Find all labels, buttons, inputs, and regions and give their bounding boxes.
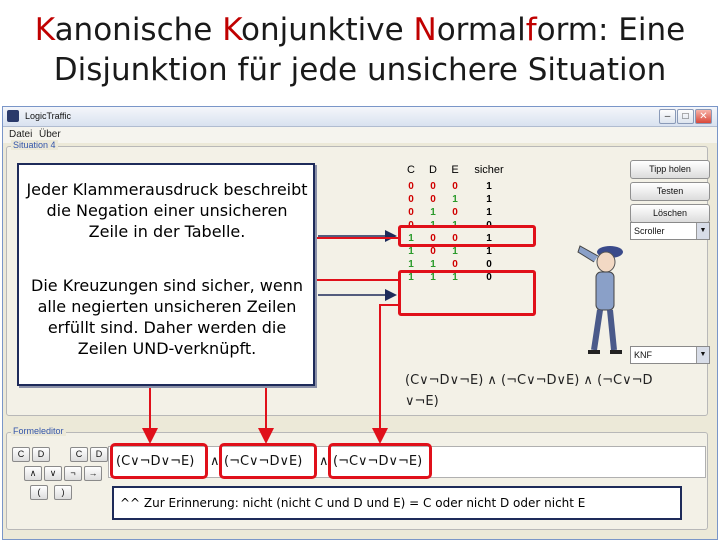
formula-clause-2: (¬C∨¬D∨E) [224, 454, 303, 469]
cell: 1 [452, 220, 458, 231]
cell: 1 [452, 194, 458, 205]
maximize-icon[interactable]: □ [677, 109, 694, 124]
unsafe-rows-highlight [398, 270, 536, 316]
cell: 1 [486, 181, 492, 192]
unsafe-row-highlight [398, 225, 536, 247]
cell: 0 [430, 194, 436, 205]
key-d-alt[interactable]: D [90, 447, 108, 462]
cell: 0 [430, 233, 436, 244]
cell: 1 [430, 259, 436, 270]
key-d[interactable]: D [32, 447, 50, 462]
cell: 0 [408, 220, 414, 231]
cell: 1 [408, 246, 414, 257]
cell: 1 [486, 207, 492, 218]
scroller-select[interactable] [630, 222, 710, 240]
cell: 1 [452, 246, 458, 257]
key-implies[interactable]: → [84, 466, 102, 481]
header-d: D [429, 164, 437, 176]
knf-value: KNF [634, 350, 652, 360]
truth-table [400, 160, 512, 284]
formula-clause-3: (¬C∨¬D∨¬E) [333, 454, 423, 469]
cell: 0 [452, 181, 458, 192]
tipp-holen-button[interactable]: Tipp holen [630, 160, 710, 179]
situation-group-label: Situation 4 [13, 140, 56, 150]
title-fragment: anonische [54, 12, 223, 48]
cell: 1 [486, 194, 492, 205]
header-e: E [451, 164, 459, 176]
knf-formula-line1: (C∨¬D∨¬E) ∧ (¬C∨¬D∨E) ∧ (¬C∨¬D [405, 373, 653, 388]
callout-text-2: Die Kreuzungen sind sicher, wenn alle negierten unsicheren Zeilen erfüllt sind. Daher werden die Zeilen UND-verknüpft. [31, 276, 303, 358]
slide-title [0, 10, 720, 90]
traffic-officer-figure [570, 226, 640, 360]
formula-clause-1: (C∨¬D∨¬E) [116, 454, 195, 469]
cell: 0 [408, 194, 414, 205]
scroller-value: Scroller [634, 226, 665, 236]
title-letter-f: f [525, 12, 537, 48]
table-row [400, 180, 512, 193]
key-c[interactable]: C [12, 447, 30, 462]
cell: 1 [452, 272, 458, 283]
title-letter-k2: K [222, 12, 241, 48]
menu-datei[interactable]: Datei [9, 129, 33, 140]
knf-formula-line2: ∨¬E) [405, 394, 439, 409]
cell: 1 [430, 272, 436, 283]
chevron-down-icon: ▼ [696, 223, 709, 239]
reminder-note: ^^ Zur Erinnerung: nicht (nicht C und D und E) = C oder nicht D oder nicht E [112, 486, 682, 520]
cell: 0 [486, 259, 492, 270]
cell: 1 [486, 233, 492, 244]
truth-table-wrap [400, 160, 512, 284]
formula-and-1: ∧ [210, 454, 220, 469]
cell: 0 [430, 181, 436, 192]
callout-text-1: Jeder Klammerausdruck beschreibt die Negation einer unsicheren Zeile in der Tabelle. [26, 180, 308, 241]
cell: 1 [486, 246, 492, 257]
formel-group-label: Formeleditor [13, 426, 64, 436]
key-open-paren[interactable]: ( [30, 485, 48, 500]
key-and[interactable]: ∧ [24, 466, 42, 481]
cell: 0 [486, 220, 492, 231]
window-title: LogicTraffic [25, 111, 72, 121]
key-c-alt[interactable]: C [70, 447, 88, 462]
cell: 1 [408, 259, 414, 270]
cell: 1 [430, 207, 436, 218]
header-c: C [407, 164, 415, 176]
table-row [400, 193, 512, 206]
table-row [400, 206, 512, 219]
app-icon [7, 110, 19, 122]
cell: 0 [452, 207, 458, 218]
cell: 0 [486, 272, 492, 283]
title-fragment: orma [436, 12, 518, 48]
chevron-down-icon: ▼ [696, 347, 709, 363]
key-or[interactable]: ∨ [44, 466, 62, 481]
truth-table-header [400, 160, 512, 180]
window-titlebar [3, 107, 717, 127]
key-not[interactable]: ¬ [64, 466, 82, 481]
cell: 0 [408, 207, 414, 218]
knf-formula [405, 370, 705, 412]
menu-ueber[interactable]: Über [39, 129, 61, 140]
menubar [3, 127, 717, 143]
close-icon[interactable]: ✕ [695, 109, 712, 124]
explanation-callout [17, 163, 315, 386]
title-letter-n: N [413, 12, 437, 48]
cell: 0 [452, 233, 458, 244]
knf-select[interactable] [630, 346, 710, 364]
title-fragment: onjunktive [241, 12, 414, 48]
formula-and-2: ∧ [319, 454, 329, 469]
cell: 1 [408, 272, 414, 283]
slide-title-line2: Disjunktion für jede unsichere Situation [53, 52, 667, 88]
cell: 1 [430, 220, 436, 231]
key-close-paren[interactable]: ) [54, 485, 72, 500]
cell: 1 [408, 233, 414, 244]
minimize-icon[interactable]: – [659, 109, 676, 124]
slide-title-line1 [0, 10, 720, 50]
cell: 0 [408, 181, 414, 192]
title-fragment: orm: Eine [536, 12, 686, 48]
title-letter-k1: K [34, 12, 55, 48]
title-fragment: l [517, 12, 526, 48]
testen-button[interactable]: Testen [630, 182, 710, 201]
cell: 0 [452, 259, 458, 270]
cell: 0 [430, 246, 436, 257]
loeschen-button[interactable]: Löschen [630, 204, 710, 223]
header-sicher: sicher [474, 164, 504, 176]
